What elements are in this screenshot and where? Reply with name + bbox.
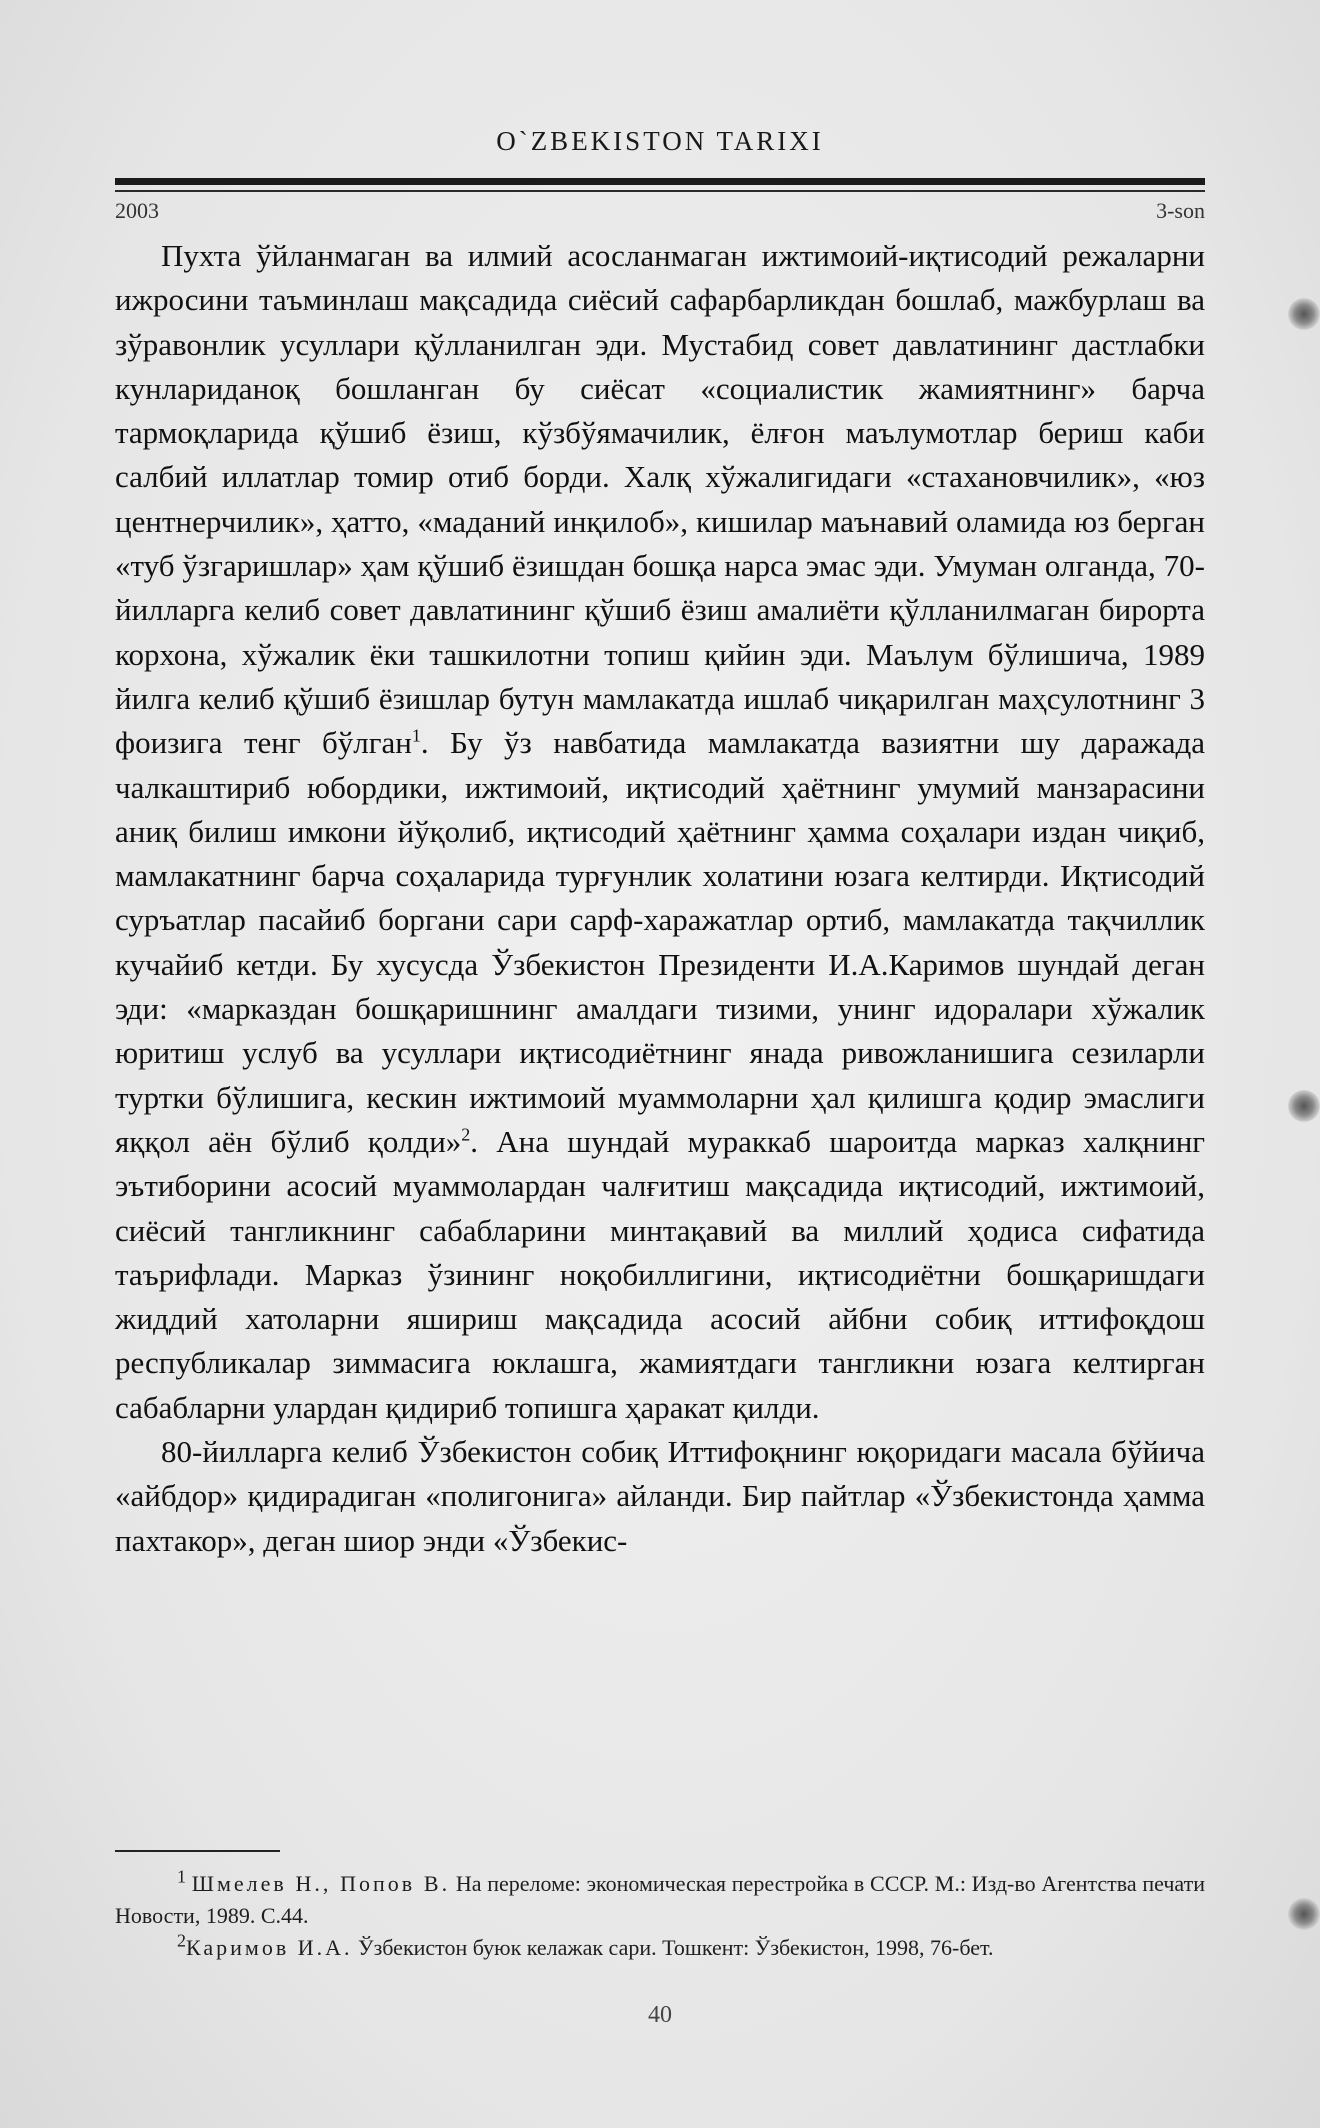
header-rule-thin: [115, 190, 1205, 192]
paragraph-1-text-c: . Ана шундай мураккаб шароитда марказ халқнинг эътиборини асосий муаммолардан чалғитиш мақсадида иқтисодий, ижтимоий, сиёсий тангликнинг сабабларини минтақавий ва миллий ҳодиса сифатида таърифлади. Марказ ўзининг ноқобиллигини, иқтисодиётни бошқаришдаги жиддий хатоларни яшириш мақсадида асосий айбни собиқ иттифоқдош республикалар зиммасига юклашга, жамиятдаги тангликни юзага келтирган сабабларни улардан қидириб топишга ҳаракат қилди.: [115, 1123, 1206, 1425]
paragraph-1: [115, 234, 1205, 1430]
paragraph-2: 80-йилларга келиб Ўзбекистон собиқ Иттифоқнинг юқоридаги масала бўйича «айбдор» қидирадиган «полигонига» айланди. Бир пайтлар «Ўзбекистонда ҳамма пахтакор», деган шиор энди «Ўзбекис-: [115, 1434, 1205, 1558]
footnote-2-mark: 2: [177, 1930, 186, 1951]
article-body: [115, 234, 1205, 1563]
footnote-ref-2[interactable]: 2: [461, 1124, 471, 1145]
binding-hole-top: [1288, 298, 1320, 330]
footnote-1-text: На переломе: экономическая перестройка в СССР. М.: Изд-во Агентства печати Новости, 1989. С.44.: [115, 1871, 1206, 1928]
footnote-1-authors: Шмелев Н., Попов В.: [191, 1871, 451, 1896]
page-number: 40: [648, 2002, 672, 2028]
footnote-ref-1[interactable]: 1: [411, 725, 421, 746]
running-title: O`ZBEKISTON TARIXI: [496, 126, 824, 156]
footnote-2: [115, 1932, 1205, 1964]
footnote-2-author: Каримов И.А.: [186, 1935, 353, 1960]
issue-year: 2003: [115, 198, 159, 223]
footnote-2-text: Ўзбекистон буюк келажак сари. Тошкент: Ўзбекистон, 1998, 76-бет.: [352, 1935, 994, 1960]
footnotes: [115, 1868, 1205, 1964]
issue-number: 3-son: [1156, 198, 1205, 223]
header-rule-thick: [115, 178, 1205, 185]
paragraph-1-text-a: Пухта ўйланмаган ва илмий асосланмаган ижтимоий-иқтисодий режаларни ижросини таъминлаш мақсадида сиёсий сафарбарликдан бошлаб, мажбурлаш ва зўравонлик усуллари қўлланилган эди. Мустабид совет давлатининг дастлабки кунлариданоқ бошланган бу сиёсат «социалистик жамиятнинг» барча тармоқларида қўшиб ёзиш, кўзбўямачилик, ёлғон маълумотлар бериш каби салбий иллатлар томир отиб борди. Халқ хўжалигидаги «стахановчилик», «юз центнерчилик», ҳатто, «маданий инқилоб», кишилар маънавий оламида юз берган «туб ўзгаришлар» ҳам қўшиб ёзишдан бошқа нарса эмас эди. Умуман олганда, 70-йилларга келиб совет давлатининг қўшиб ёзиш амалиёти қўлланилмаган бирорта корхона, хўжалик ёки ташкилотни топиш қийин эди. Маълум бўлишича, 1989 йилга келиб қўшиб ёзишлар бутун мамлакатда ишлаб чиқарилган маҳсулотнинг 3 фоизига тенг бўлган: [115, 238, 1205, 761]
paragraph-1-text-b: . Бу ўз навбатида мамлакатда вазиятни шу даражада чалкаштириб юбордики, ижтимоий, иқтисодий ҳаётнинг умумий манзарасини аниқ билиш имкони йўқолиб, иқтисодий ҳаётнинг ҳамма соҳалари издан чиқиб, мамлакатнинг барча соҳаларида турғунлик холатини юзага келтирди. Иқтисодий суръатлар пасайиб боргани сари сарф-харажатлар ортиб, мамлакатда тақчиллик кучайиб кетди. Бу хусусда Ўзбекистон Президенти И.А.Каримов шундай деган эди: «марказдан бошқаришнинг амалдаги тизими, унинг идоралари хўжалик юритиш услуб ва усуллари иқтисодиётнинг янада ривожланишига сезиларли туртки бўлишига, кескин ижтимоий муаммоларни ҳал қилишга қодир эмаслиги яққол аён бўлиб қолди»: [115, 725, 1205, 1159]
footnote-separator: [115, 1850, 280, 1852]
footnote-1: [115, 1868, 1205, 1932]
binding-hole-middle: [1288, 1090, 1320, 1122]
footnote-1-mark: 1: [177, 1866, 186, 1887]
binding-hole-bottom: [1288, 1898, 1320, 1930]
